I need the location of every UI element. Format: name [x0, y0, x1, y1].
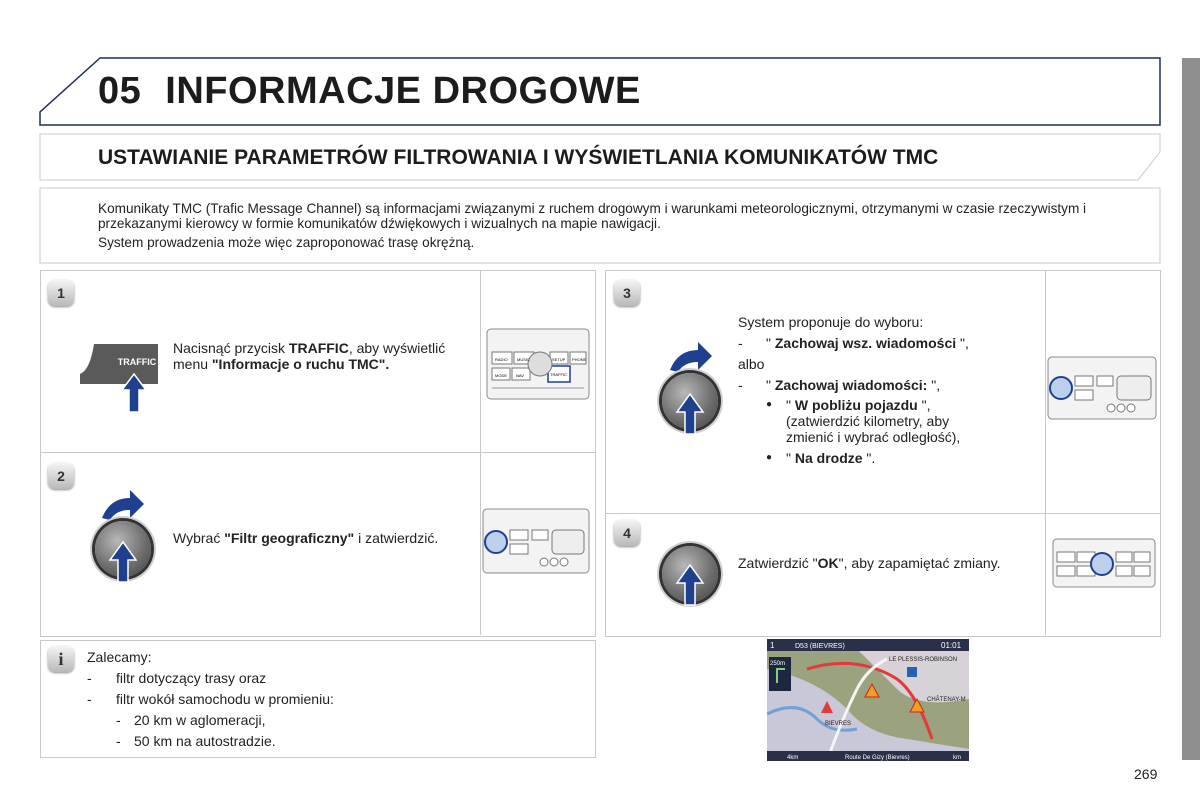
push-arrow-icon [108, 540, 138, 584]
quote: ". [862, 450, 876, 466]
bullet: ● [766, 399, 773, 410]
step-1-menu: "Informacje o ruchu TMC". [211, 356, 390, 372]
step-1-text-b: , aby wyświetlić menu [173, 340, 446, 372]
option-near-vehicle: W pobliżu pojazdu [794, 397, 918, 413]
dash: - [87, 691, 92, 707]
dash: - [116, 712, 121, 728]
map-scale: 4km [787, 755, 799, 761]
radio-panel-icon [1047, 356, 1157, 420]
radio-panel-icon [1052, 538, 1156, 588]
step-3-intro: System proponuje do wyboru: [738, 314, 924, 330]
option-keep: Zachowaj wiadomości: [774, 377, 928, 393]
step-3-text [738, 314, 1038, 466]
tip-sub-2 [87, 731, 577, 752]
tip-sub-2-text: 50 km na autostradzie. [134, 733, 276, 749]
intro-text [98, 201, 1118, 250]
step-1-text-a: Nacisnąć przycisk [173, 340, 289, 356]
navigation-map-icon [767, 639, 969, 761]
map-time: 01:01 [941, 641, 962, 650]
quote: ", [917, 397, 931, 413]
tip-sub-1-text: 20 km w aglomeracji, [134, 712, 266, 728]
quote: " [786, 397, 795, 413]
radio-label: RADIO [495, 357, 508, 362]
phone-label: PHONE [572, 357, 587, 362]
step-4-text [738, 555, 1038, 571]
step-2-text-a: Wybrać [173, 530, 225, 546]
mode-label: MODE [495, 373, 507, 378]
chapter-number: 05 [98, 70, 142, 112]
map-road: D53 (BIEVRES) [795, 643, 845, 650]
map-distance: 250m [770, 661, 786, 667]
quote: ", [956, 335, 969, 351]
push-arrow-icon [675, 392, 705, 436]
traffic-button-icon [76, 340, 162, 416]
step-3-badge: 3 [614, 280, 640, 306]
step-3-option-2 [738, 377, 1038, 393]
ok-label: OK [817, 555, 839, 571]
dash: - [738, 335, 743, 351]
traffic-button-label: TRAFFIC [117, 357, 157, 367]
quote: " [766, 335, 775, 351]
step-1-divider [480, 270, 482, 453]
music-label: MUSIC [517, 357, 530, 362]
step-1-text [173, 340, 463, 372]
page-number: 269 [1134, 766, 1158, 782]
step-3-albo: albo [738, 356, 765, 372]
step-4-text-a: Zatwierdzić " [738, 555, 818, 571]
quote: ", [927, 377, 941, 393]
quote: " [766, 377, 775, 393]
rotate-arrow-icon [98, 488, 146, 522]
step-4-divider [1045, 513, 1047, 635]
step-2-text [173, 530, 463, 546]
tip-item-2 [87, 689, 577, 710]
step-1-badge: 1 [48, 280, 74, 306]
tip-item-1-text: filtr dotyczący trasy oraz [116, 670, 267, 686]
step-2-badge: 2 [48, 463, 74, 489]
map-place-3: BIEVRES [825, 721, 852, 727]
bullet: ● [766, 452, 773, 463]
map-place-1: LE PLESSIS-ROBINSON [889, 657, 958, 663]
step-3-sub-2 [738, 450, 1038, 466]
radio-panel-icon [486, 328, 590, 400]
rotate-arrow-icon [666, 340, 714, 374]
radio-panel-icon [482, 508, 590, 574]
chapter-heading [98, 70, 641, 113]
dash: - [116, 733, 121, 749]
step-3-sub-1 [738, 397, 1038, 445]
option-on-road: Na drodze [794, 450, 863, 466]
map-top-left: 1 [770, 641, 775, 650]
setup-label: SETUP [552, 357, 566, 362]
step-4-text-b: ", aby zapamiętać zmiany. [838, 555, 1001, 571]
intro-paragraph-2: System prowadzenia może więc zaproponować trasę okrężną. [98, 235, 475, 250]
option-note: (zatwierdzić kilometry, aby zmienić i wybrać odległość), [786, 413, 961, 445]
dash: - [738, 377, 743, 393]
nav-label: NAV [516, 373, 524, 378]
quote: " [786, 450, 795, 466]
section-title: USTAWIANIE PARAMETRÓW FILTROWANIA I WYŚWIETLANIA KOMUNIKATÓW TMC [98, 146, 939, 169]
option-keep-all: Zachowaj wsz. wiadomości [774, 335, 957, 351]
step-4-badge: 4 [614, 520, 640, 546]
dash: - [87, 670, 92, 686]
step-3-option-1 [738, 335, 1038, 351]
tip-item-1 [87, 668, 577, 689]
intro-paragraph-1: Komunikaty TMC (Trafic Message Channel) są informacjami związanymi z ruchem drogowym i warunkami meteorologicznymi, otrzymanymi w czasie rzeczywistym i przekazanymi kierowcy w formie komunikatów dźwiękowych i wizualnych na mapie nawigacji. [98, 201, 1087, 231]
tip-content [87, 647, 577, 752]
map-place-2: CHÂTENAY-M [927, 697, 966, 703]
push-arrow-icon [675, 563, 705, 607]
traffic-label: TRAFFIC [550, 372, 567, 377]
tip-heading: Zalecamy: [87, 649, 152, 665]
tip-item-2-text: filtr wokół samochodu w promieniu: [116, 691, 334, 707]
chapter-title: INFORMACJE DROGOWE [165, 70, 641, 112]
map-bottom-right: km [953, 755, 961, 761]
info-icon: i [48, 646, 74, 672]
step-2-text-b: i zatwierdzić. [354, 530, 439, 546]
tip-sub-1 [87, 710, 577, 731]
map-bottom-road: Route De Gizy (Bievres) [845, 755, 910, 761]
step-1-key: TRAFFIC [288, 340, 349, 356]
step-2-option: "Filtr geograficzny" [224, 530, 355, 546]
